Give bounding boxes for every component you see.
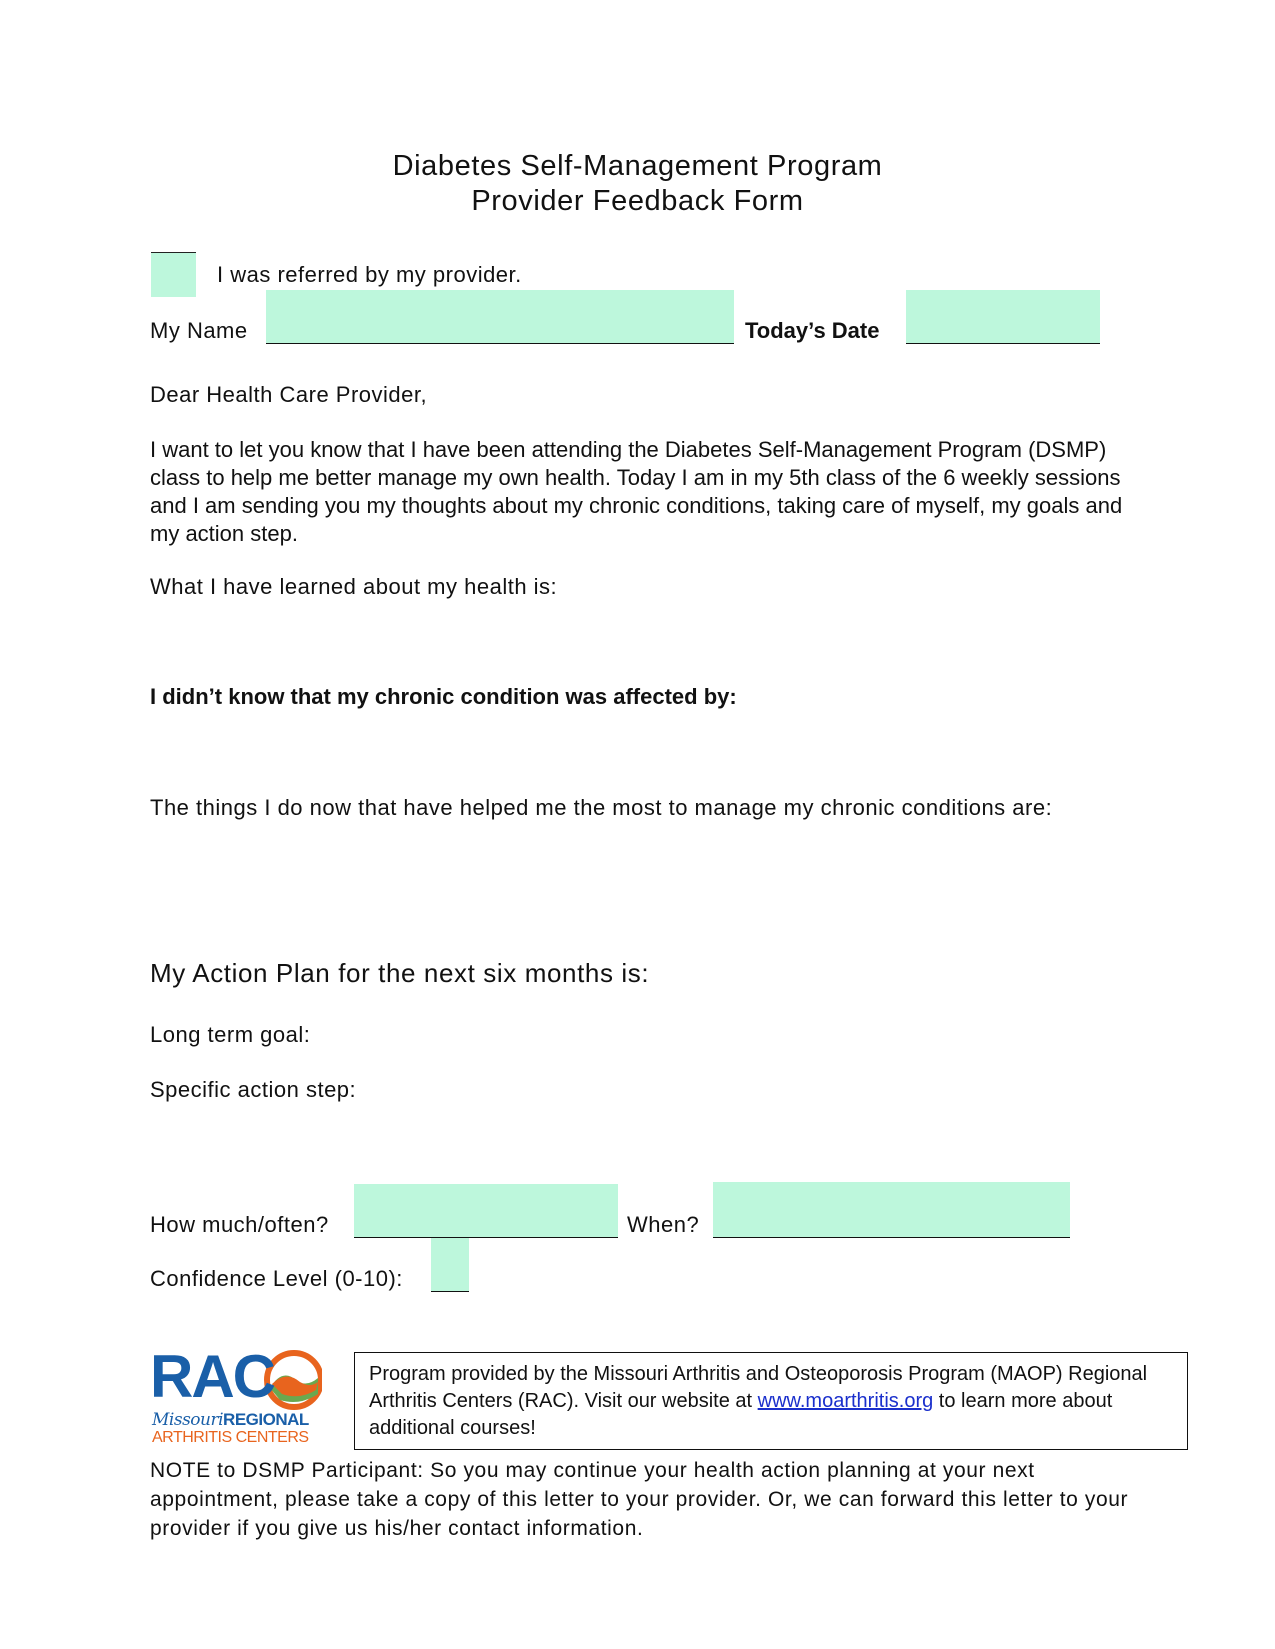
moarthritis-link[interactable]: www.moarthritis.org — [757, 1390, 934, 1412]
rac-logo-script: Missouri — [152, 1410, 224, 1430]
program-info-after: to learn more about additional courses! — [369, 1390, 1113, 1439]
long-term-goal-label: Long term goal: — [150, 1022, 311, 1047]
participant-note: NOTE to DSMP Participant: So you may continue your health action planning at your next appointment, please take a copy of this letter to your provider. Or, we can forward this letter to your provider if you give us his/her contact information. — [150, 1459, 1129, 1540]
confidence-field[interactable] — [431, 1238, 469, 1292]
how-much-field[interactable] — [354, 1184, 618, 1238]
form-title-line1: Diabetes Self-Management Program — [392, 150, 883, 182]
referral-checkbox[interactable] — [151, 252, 196, 297]
program-info-box — [354, 1352, 1188, 1450]
salutation: Dear Health Care Provider, — [150, 382, 428, 407]
referral-label: I was referred by my provider. — [217, 262, 522, 287]
program-info-before: Program provided by the Missouri Arthritis and Osteoporosis Program (MAOP) Regional Arthritis Centers (RAC). Visit our website at — [369, 1363, 1148, 1412]
learned-label: What I have learned about my health is: — [150, 574, 558, 599]
intro-paragraph: I want to let you know that I have been attending the Diabetes Self-Management Program (DSMP) class to help me better manage my own health. Today I am in my 5th class of the 6 weekly sessions and I am sending you my thoughts about my chronic conditions, taking care of myself, my goals and my action step. — [150, 437, 1123, 546]
specific-step-label: Specific action step: — [150, 1077, 357, 1102]
program-info-text — [369, 1361, 1169, 1442]
rac-logo-line2: ARTHRITIS CENTERS — [152, 1429, 309, 1446]
todays-date-label: Today’s Date — [745, 318, 880, 343]
when-field[interactable] — [713, 1182, 1070, 1238]
rac-logo — [150, 1343, 322, 1450]
todays-date-field[interactable] — [906, 290, 1100, 344]
rac-logo-regional: REGIONAL — [223, 1410, 309, 1429]
didnt-know-label: I didn’t know that my chronic condition was affected by: — [150, 684, 737, 709]
rac-logo-acronym: RAC — [150, 1343, 274, 1410]
things-helped-label: The things I do now that have helped me the most to manage my chronic conditions are: — [150, 795, 1053, 820]
my-name-field[interactable] — [266, 290, 734, 344]
action-plan-heading: My Action Plan for the next six months is: — [150, 958, 650, 988]
my-name-label: My Name — [150, 318, 248, 343]
form-title-line2: Provider Feedback Form — [471, 185, 804, 217]
confidence-label: Confidence Level (0-10): — [150, 1266, 403, 1291]
rac-logo-line1 — [152, 1410, 309, 1430]
how-much-label: How much/often? — [150, 1212, 329, 1237]
when-label: When? — [627, 1212, 700, 1237]
